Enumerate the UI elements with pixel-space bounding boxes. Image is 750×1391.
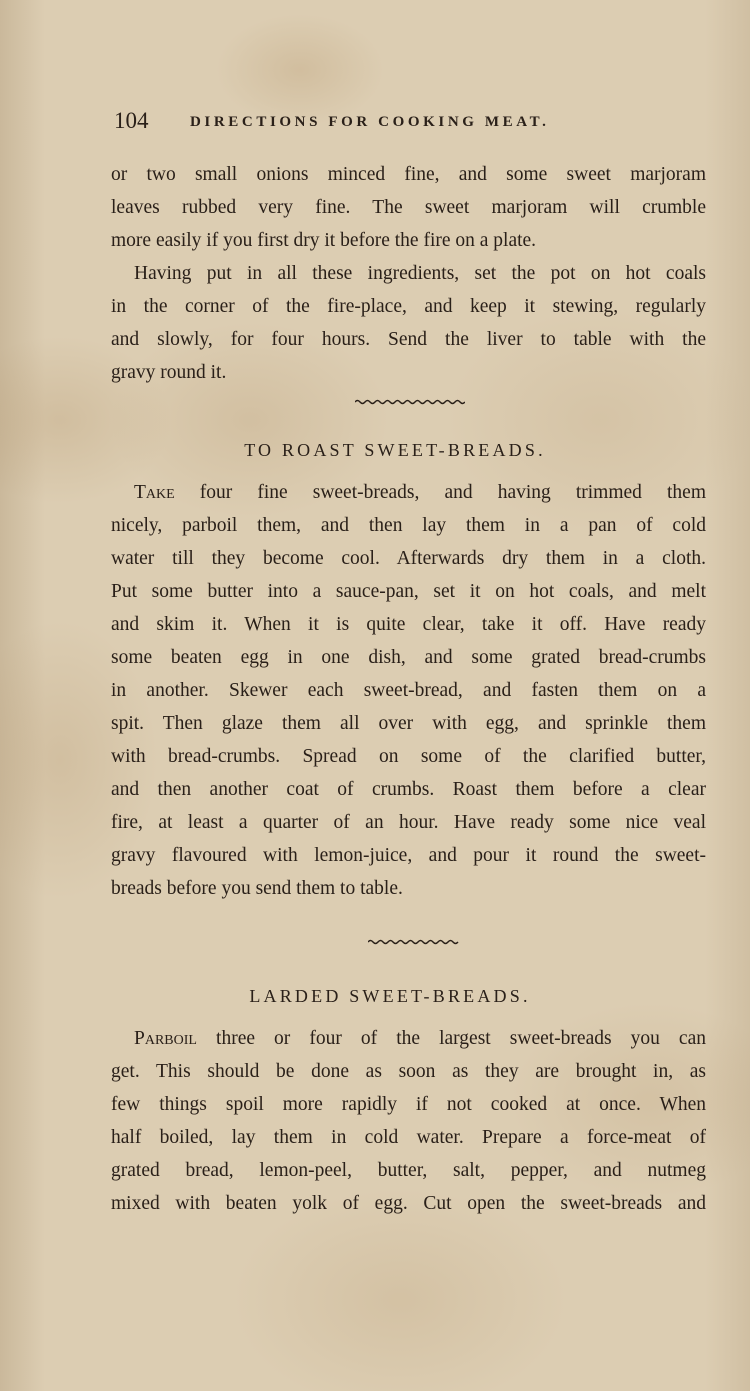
text-line: with bread-crumbs. Spread on some of the clarified butter,	[111, 746, 706, 767]
lead-word: Take	[134, 482, 175, 503]
text-line: half boiled, lay them in cold water. Prepare a force-meat of	[111, 1127, 706, 1148]
text-line: water till they become cool. Afterwards dry them in a cloth.	[111, 548, 706, 569]
recipe-body-larded-sweetbreads	[111, 1022, 706, 1220]
wavy-divider-icon	[368, 938, 460, 946]
text-line: in another. Skewer each sweet-bread, and fasten them on a	[111, 680, 706, 701]
text-line: nicely, parboil them, and then lay them in a pan of cold	[111, 515, 706, 536]
lead-word: Parboil	[134, 1028, 197, 1049]
text-line: more easily if you first dry it before the fire on a plate.	[111, 230, 537, 251]
text-line: Having put in all these ingredients, set the pot on hot coals	[134, 263, 706, 284]
text-line: or two small onions minced fine, and some sweet marjoram	[111, 164, 706, 185]
page-number: 104	[114, 108, 149, 133]
text-line: some beaten egg in one dish, and some grated bread-crumbs	[111, 647, 706, 668]
text-line: Put some butter into a sauce-pan, set it on hot coals, and melt	[111, 581, 706, 602]
text-line-rest: four fine sweet-breads, and having trimmed them	[199, 482, 706, 503]
text-line	[111, 476, 706, 509]
recipe-heading-larded-sweetbreads: LARDED SWEET-BREADS.	[249, 986, 531, 1006]
text-line: grated bread, lemon-peel, butter, salt, pepper, and nutmeg	[111, 1160, 706, 1181]
text-line: mixed with beaten yolk of egg. Cut open the sweet-breads and	[111, 1193, 706, 1214]
text-line: and slowly, for four hours. Send the liver to table with the	[111, 329, 706, 350]
text-line: in the corner of the fire-place, and keep it stewing, regularly	[111, 296, 706, 317]
wavy-divider-icon	[355, 398, 465, 406]
continued-recipe-text	[111, 158, 706, 389]
text-line: and skim it. When it is quite clear, take it off. Have ready	[111, 614, 706, 635]
text-line	[111, 1022, 706, 1055]
running-head: DIRECTIONS FOR COOKING MEAT.	[190, 114, 550, 130]
recipe-body-roast-sweetbreads	[111, 476, 706, 905]
page-header	[114, 108, 714, 140]
text-line: breads before you send them to table.	[111, 878, 403, 899]
text-line: leaves rubbed very fine. The sweet marjoram will crumble	[111, 197, 706, 218]
text-line: spit. Then glaze them all over with egg, and sprinkle them	[111, 713, 706, 734]
text-line: gravy flavoured with lemon-juice, and pour it round the sweet-	[111, 845, 706, 866]
recipe-heading-roast-sweetbreads: TO ROAST SWEET-BREADS.	[244, 440, 546, 460]
text-line: gravy round it.	[111, 362, 227, 383]
text-line: few things spoil more rapidly if not cooked at once. When	[111, 1094, 706, 1115]
text-line: fire, at least a quarter of an hour. Have ready some nice veal	[111, 812, 706, 833]
text-line: and then another coat of crumbs. Roast them before a clear	[111, 779, 706, 800]
text-line-rest: three or four of the largest sweet-breads you can	[216, 1028, 706, 1049]
text-line: get. This should be done as soon as they are brought in, as	[111, 1061, 706, 1082]
